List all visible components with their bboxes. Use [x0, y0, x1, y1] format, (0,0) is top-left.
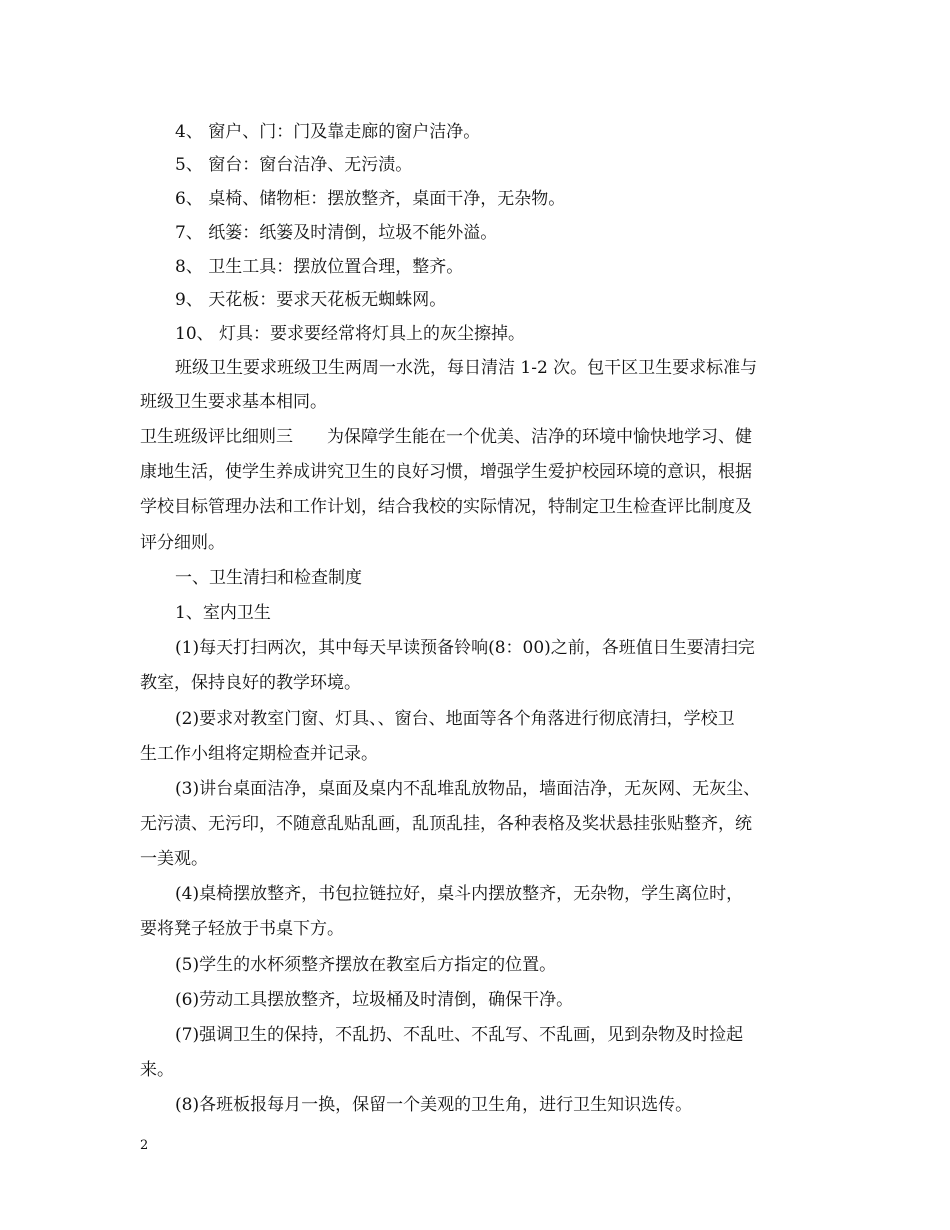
text-line: 10、 灯具：要求要经常将灯具上的灰尘擦掉。 [175, 324, 526, 344]
text-line: (6)劳动工具摆放整齐，垃圾桶及时清倒，确保干净。 [175, 990, 574, 1010]
text-line: 9、 天花板：要求天花板无蜘蛛网。 [175, 290, 447, 310]
text-line: 卫生班级评比细则三 为保障学生能在一个优美、洁净的环境中愉快地学习、健 [140, 427, 752, 447]
text-line: 5、 窗台：窗台洁净、无污渍。 [175, 155, 413, 175]
text-line: 学校目标管理办法和工作计划，结合我校的实际情况，特制定卫生检查评比制度及 [140, 497, 752, 517]
text-line: 要将凳子轻放于书桌下方。 [140, 919, 344, 939]
text-line: 教室，保持良好的教学环境。 [140, 673, 361, 693]
text-line: (8)各班板报每月一换，保留一个美观的卫生角，进行卫生知识选传。 [175, 1095, 693, 1115]
text-line: 7、 纸篓：纸篓及时清倒，垃圾不能外溢。 [175, 223, 498, 243]
text-line: (3)讲台桌面洁净，桌面及桌内不乱堆乱放物品，墙面洁净，无灰网、无灰尘、 [175, 779, 761, 799]
text-line: 康地生活，使学生养成讲究卫生的良好习惯，增强学生爱护校园环境的意识，根据 [140, 462, 752, 482]
text-line: (2)要求对教室门窗、灯具、、窗台、地面等各个角落进行彻底清扫，学校卫 [175, 709, 735, 729]
subsection-heading: 1、室内卫生 [175, 603, 271, 623]
text-line: 4、 窗户、门：门及靠走廊的窗户洁净。 [175, 122, 481, 142]
text-line: (5)学生的水杯须整齐摆放在教室后方指定的位置。 [175, 955, 557, 975]
text-line: (1)每天打扫两次，其中每天早读预备铃响(8：00)之前，各班值日生要清扫完 [175, 638, 755, 658]
text-line: 来。 [140, 1060, 174, 1080]
text-line: (7)强调卫生的保持，不乱扔、不乱吐、不乱写、不乱画，见到杂物及时捡起 [175, 1025, 744, 1045]
text-line: (4)桌椅摆放整齐，书包拉链拉好，桌斗内摆放整齐，无杂物，学生离位时， [175, 884, 744, 904]
text-line: 一美观。 [140, 849, 208, 869]
text-line: 班级卫生要求班级卫生两周一水洗，每日清洁 1-2 次。包干区卫生要求标准与 [175, 358, 758, 378]
text-line: 6、 桌椅、储物柜：摆放整齐，桌面干净，无杂物。 [175, 189, 566, 209]
page-number: 2 [140, 1138, 149, 1153]
text-line: 8、 卫生工具：摆放位置合理，整齐。 [175, 257, 464, 277]
text-line: 评分细则。 [140, 533, 225, 553]
text-line: 班级卫生要求基本相同。 [140, 392, 327, 412]
text-line: 生工作小组将定期检查并记录。 [140, 744, 378, 764]
section-heading: 一、卫生清扫和检查制度 [175, 568, 362, 588]
text-line: 无污渍、无污印，不随意乱贴乱画，乱顶乱挂，各种表格及奖状悬挂张贴整齐，统 [140, 814, 752, 834]
